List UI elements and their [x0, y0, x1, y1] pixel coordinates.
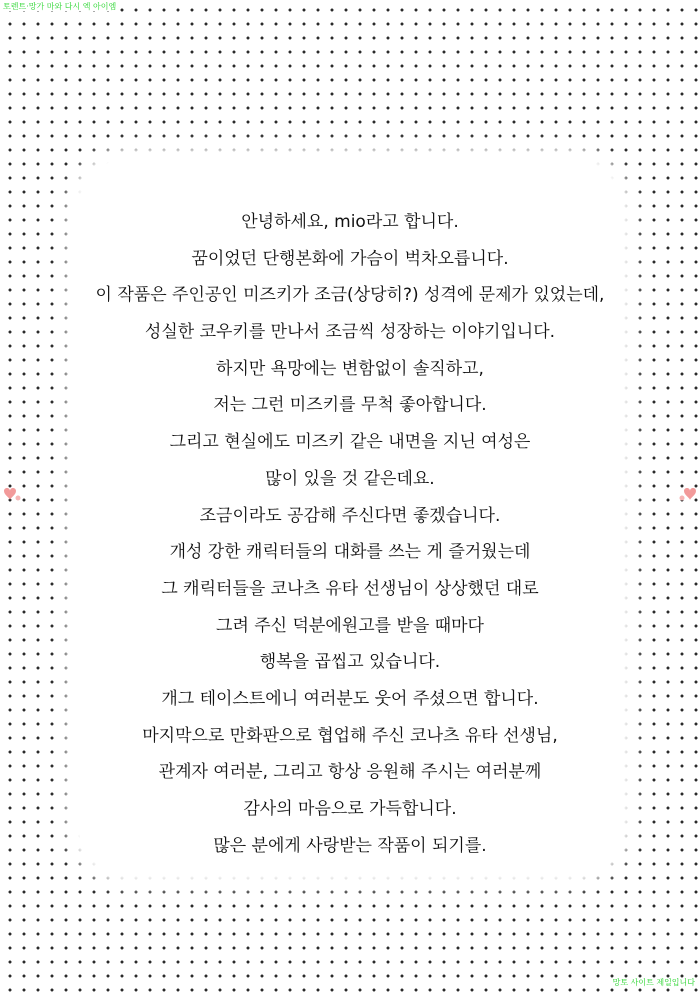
- text-line: 꿈이었던 단행본화에 가슴이 벅차오릅니다.: [191, 248, 509, 269]
- text-line: 많은 분에게 사랑받는 작품이 되기를.: [213, 835, 487, 856]
- watermark-top: 토렌트·망가 마와 다시 엑 아이엠: [3, 2, 117, 11]
- text-line: 행복을 곱씹고 있습니다.: [259, 652, 441, 673]
- afterword-text: [0, 204, 700, 864]
- text-line: 그리고 현실에도 미즈키 같은 내면을 지닌 여성은: [169, 432, 531, 453]
- text-line: 조금이라도 공감해 주신다면 좋겠습니다.: [199, 505, 501, 526]
- text-line: 그 캐릭터들을 코나츠 유타 선생님이 상상했던 대로: [161, 578, 539, 599]
- text-line: 관계자 여러분, 그리고 항상 응원해 주시는 여러분께: [158, 762, 542, 783]
- text-line: 그려 주신 덕분에원고를 받을 때마다: [216, 615, 484, 636]
- text-line: 이 작품은 주인공인 미즈키가 조금(상당히?) 성격에 문제가 있었는데,: [95, 285, 605, 306]
- text-line: 저는 그런 미즈키를 무척 좋아합니다.: [213, 395, 487, 416]
- text-line: 개성 강한 캐릭터들의 대화를 쓰는 게 즐거웠는데: [169, 542, 531, 563]
- text-line: 많이 있을 것 같은데요.: [265, 468, 435, 489]
- watermark-bottom: 망토 사이트 제일입니다: [612, 978, 695, 987]
- text-line: 개그 테이스트에니 여러분도 웃어 주셨으면 합니다.: [161, 688, 539, 709]
- text-line: 하지만 욕망에는 변함없이 솔직하고,: [216, 358, 484, 379]
- text-line: 성실한 코우키를 만나서 조금씩 성장하는 이야기입니다.: [144, 322, 556, 343]
- text-line: 안녕하세요, mio라고 합니다.: [241, 212, 459, 232]
- text-line: 감사의 마음으로 가득합니다.: [243, 799, 457, 819]
- text-line: 마지막으로 만화판으로 협업해 주신 코나츠 유타 선생님,: [142, 725, 558, 746]
